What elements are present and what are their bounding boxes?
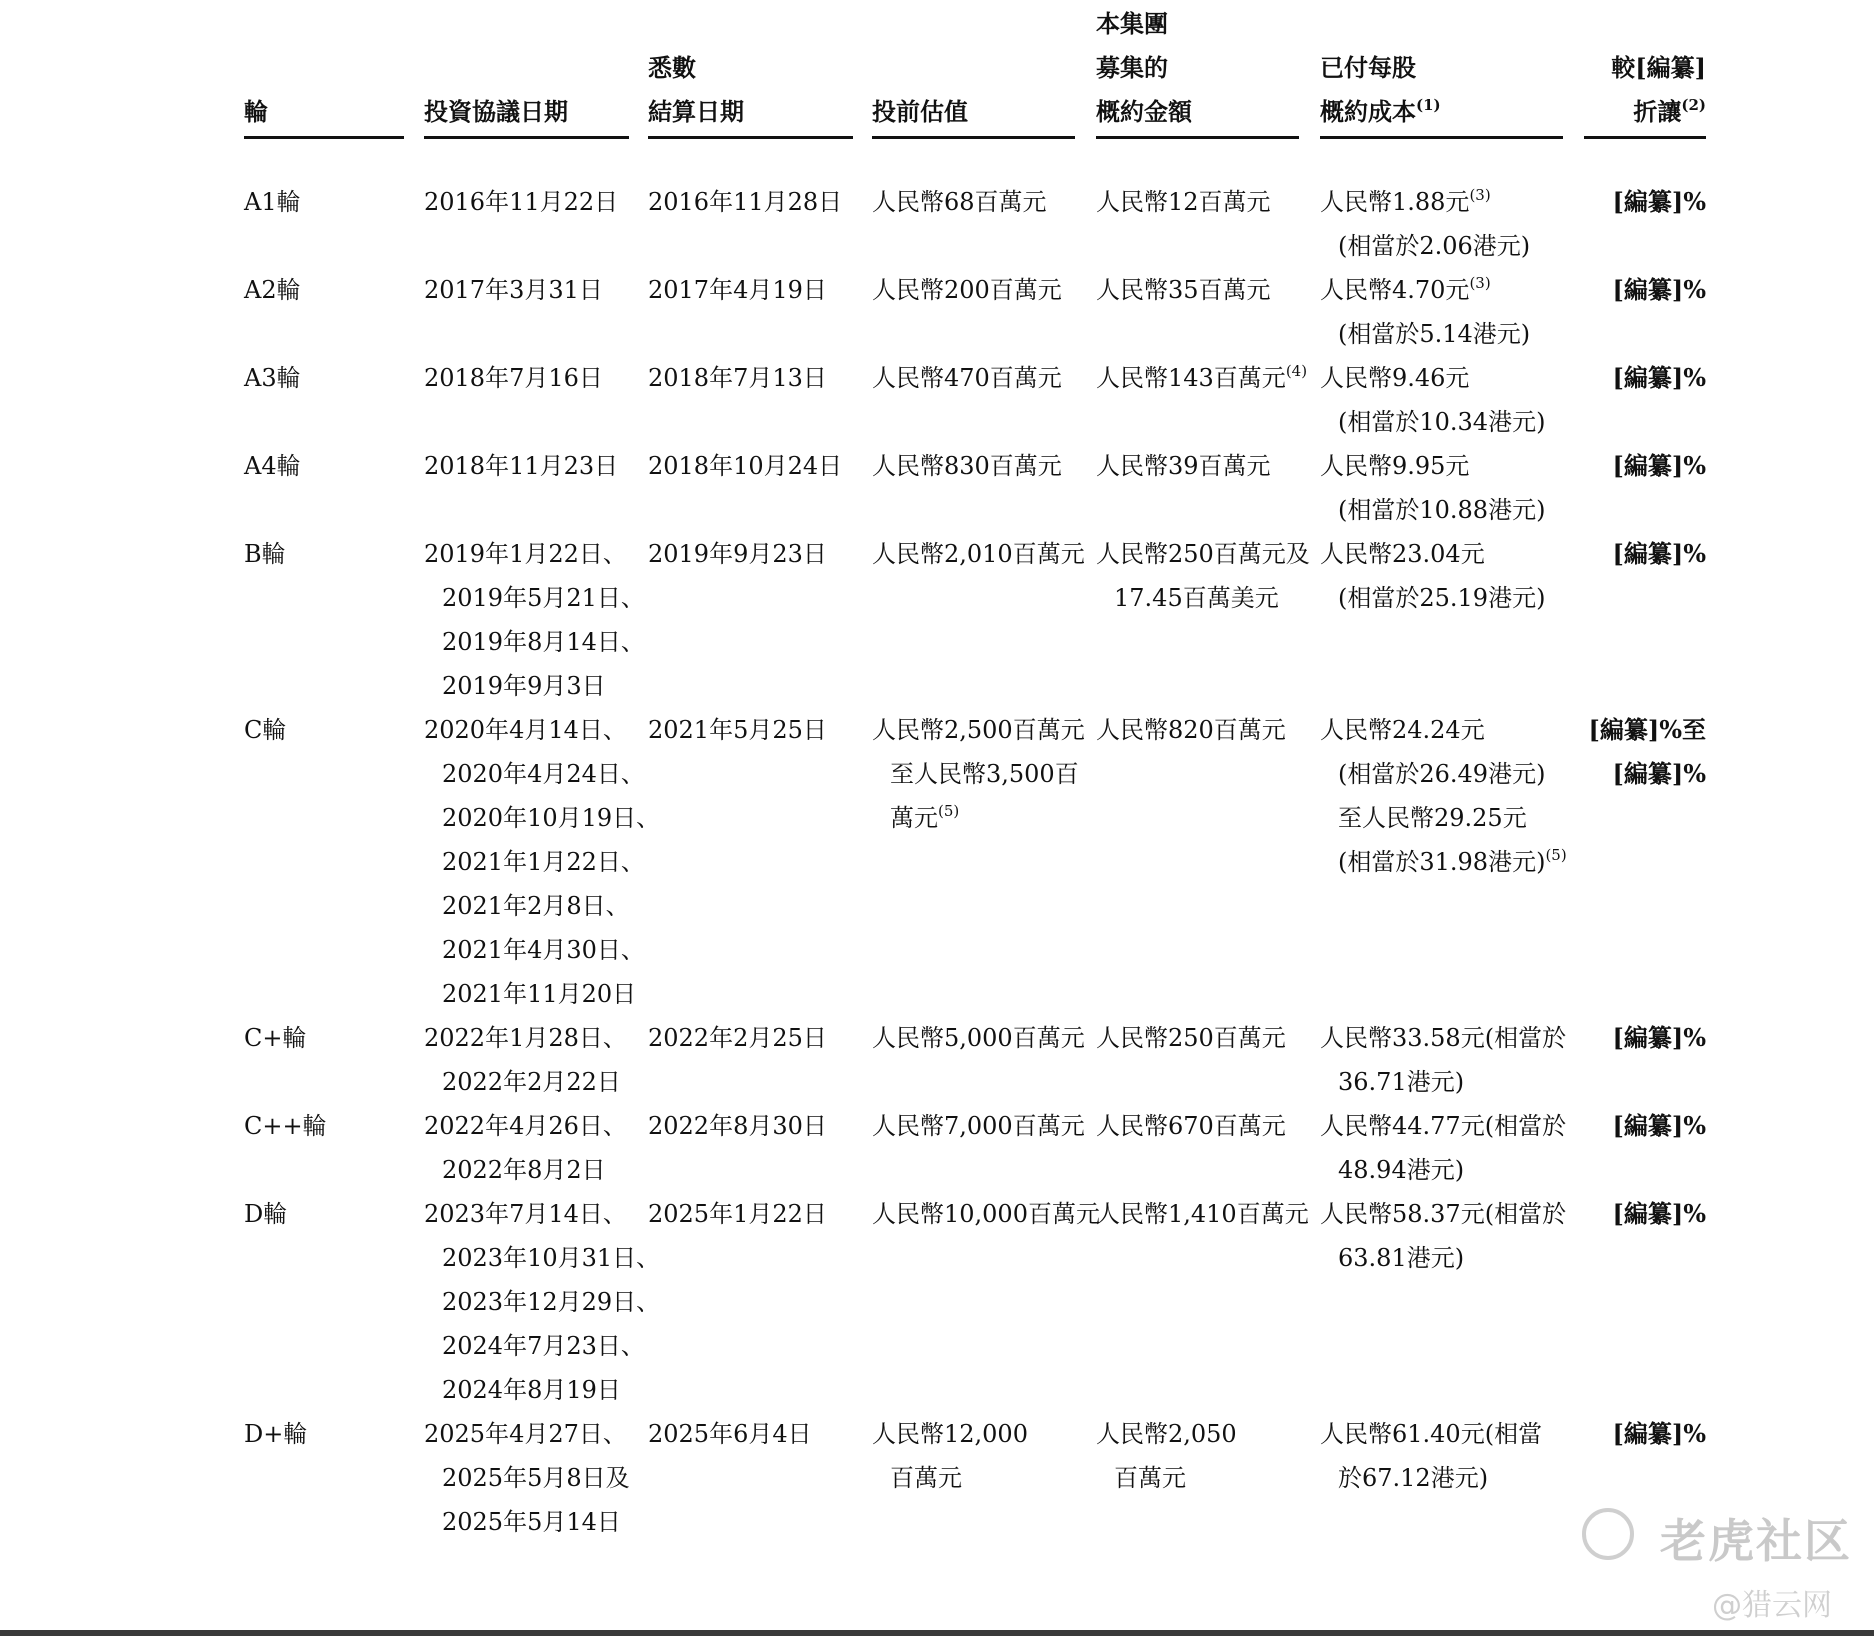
agreement-date-cell: 2022年4月26日、 2022年8月2日 xyxy=(424,1112,627,1184)
watermark-text: 老虎社区 xyxy=(1660,1514,1852,1568)
round-cell: D輪 xyxy=(244,1200,288,1228)
amount-raised-cell: 人民幣250百萬元 xyxy=(1096,1024,1286,1052)
agreement-date-cell: 2018年7月16日 xyxy=(424,364,603,392)
valuation-cell: 人民幣830百萬元 xyxy=(872,452,1062,480)
discount-cell: [編纂]% xyxy=(1612,1419,1706,1448)
agreement-date-cell: 2022年1月28日、 2022年2月22日 xyxy=(424,1024,627,1096)
agreement-date-cell: 2018年11月23日 xyxy=(424,452,619,480)
agreement-date-cell: 2020年4月14日、 2020年4月24日、 2020年10月19日、 2021年1月22日、 2021年2月8日、 2021年4月30日、 2021年11月20日 xyxy=(424,716,661,1008)
amount-raised-cell: 人民幣35百萬元 xyxy=(1096,276,1271,304)
cost-per-share-cell: 人民幣1.88元$^{(3)}$ (相當於2.06港元) xyxy=(1320,186,1531,260)
discount-cell: [編纂]% xyxy=(1612,187,1706,216)
discount-cell: [編纂]% xyxy=(1612,1199,1706,1228)
settlement-date-cell: 2025年1月22日 xyxy=(648,1200,827,1228)
discount-cell: [編纂]% xyxy=(1612,1111,1706,1140)
settlement-date-cell: 2018年10月24日 xyxy=(648,452,843,480)
settlement-date-cell: 2017年4月19日 xyxy=(648,276,827,304)
cost-per-share-cell: 人民幣33.58元(相當於 36.71港元) xyxy=(1320,1024,1567,1096)
header-settlement-date: 悉數 結算日期 xyxy=(648,46,853,139)
bottom-border xyxy=(0,1630,1874,1636)
header-round: 輪 xyxy=(244,90,404,139)
discount-cell: [編纂]% xyxy=(1612,539,1706,568)
round-cell: C++輪 xyxy=(244,1112,327,1140)
agreement-date-cell: 2019年1月22日、 2019年5月21日、 2019年8月14日、 2019年9月3日 xyxy=(424,540,645,700)
cost-per-share-cell: 人民幣4.70元$^{(3)}$ (相當於5.14港元) xyxy=(1320,274,1531,348)
round-cell: A1輪 xyxy=(244,188,301,216)
valuation-cell: 人民幣68百萬元 xyxy=(872,188,1047,216)
cost-per-share-cell: 人民幣9.95元 (相當於10.88港元) xyxy=(1320,452,1546,524)
valuation-cell: 人民幣7,000百萬元 xyxy=(872,1112,1085,1140)
round-cell: A2輪 xyxy=(244,276,301,304)
valuation-cell: 人民幣12,000 百萬元 xyxy=(872,1420,1028,1492)
amount-raised-cell: 人民幣1,410百萬元 xyxy=(1096,1200,1309,1228)
header-pre-money-valuation: 投前估值 xyxy=(872,90,1075,139)
round-cell: B輪 xyxy=(244,540,286,568)
header-amount-raised: 本集團 募集的 概約金額 xyxy=(1096,2,1299,139)
amount-raised-cell: 人民幣39百萬元 xyxy=(1096,452,1271,480)
round-cell: D+輪 xyxy=(244,1420,308,1448)
valuation-cell: 人民幣10,000百萬元 xyxy=(872,1200,1100,1228)
round-cell: A4輪 xyxy=(244,452,301,480)
valuation-cell: 人民幣200百萬元 xyxy=(872,276,1062,304)
header-cost-per-share: 已付每股 概約成本$^{(1)}$ xyxy=(1320,46,1563,139)
settlement-date-cell: 2018年7月13日 xyxy=(648,364,827,392)
amount-raised-cell: 人民幣670百萬元 xyxy=(1096,1112,1286,1140)
settlement-date-cell: 2022年8月30日 xyxy=(648,1112,827,1140)
discount-cell: [編纂]% xyxy=(1612,363,1706,392)
agreement-date-cell: 2025年4月27日、 2025年5月8日及 2025年5月14日 xyxy=(424,1420,630,1536)
valuation-cell: 人民幣2,010百萬元 xyxy=(872,540,1085,568)
round-cell: C輪 xyxy=(244,716,287,744)
valuation-cell: 人民幣5,000百萬元 xyxy=(872,1024,1085,1052)
agreement-date-cell: 2023年7月14日、 2023年10月31日、 2023年12月29日、 2024年7月23日、 2024年8月19日 xyxy=(424,1200,661,1404)
watermark-sub-text: @猎云网 xyxy=(1712,1588,1832,1623)
round-cell: C+輪 xyxy=(244,1024,307,1052)
cost-per-share-cell: 人民幣24.24元 (相當於26.49港元) 至人民幣29.25元 (相當於31.98港元)$^{(5)}$ xyxy=(1320,716,1567,876)
settlement-date-cell: 2022年2月25日 xyxy=(648,1024,827,1052)
amount-raised-cell: 人民幣820百萬元 xyxy=(1096,716,1286,744)
cost-per-share-cell: 人民幣61.40元(相當 於67.12港元) xyxy=(1320,1420,1543,1492)
discount-cell: [編纂]%至 [編纂]% xyxy=(1588,715,1706,788)
amount-raised-cell: 人民幣143百萬元$^{(4)}$ xyxy=(1096,362,1308,392)
settlement-date-cell: 2016年11月28日 xyxy=(648,188,843,216)
cost-per-share-cell: 人民幣44.77元(相當於 48.94港元) xyxy=(1320,1112,1567,1184)
amount-raised-cell: 人民幣12百萬元 xyxy=(1096,188,1271,216)
settlement-date-cell: 2025年6月4日 xyxy=(648,1420,812,1448)
discount-cell: [編纂]% xyxy=(1612,451,1706,480)
cost-per-share-cell: 人民幣23.04元 (相當於25.19港元) xyxy=(1320,540,1546,612)
settlement-date-cell: 2021年5月25日 xyxy=(648,716,827,744)
watermark-logo-icon xyxy=(1582,1508,1634,1560)
discount-cell: [編纂]% xyxy=(1612,275,1706,304)
amount-raised-cell: 人民幣2,050 百萬元 xyxy=(1096,1420,1237,1492)
valuation-cell: 人民幣470百萬元 xyxy=(872,364,1062,392)
settlement-date-cell: 2019年9月23日 xyxy=(648,540,827,568)
cost-per-share-cell: 人民幣58.37元(相當於 63.81港元) xyxy=(1320,1200,1567,1272)
valuation-cell: 人民幣2,500百萬元 至人民幣3,500百 萬元$^{(5)}$ xyxy=(872,716,1085,832)
round-cell: A3輪 xyxy=(244,364,301,392)
discount-cell: [編纂]% xyxy=(1612,1023,1706,1052)
header-discount: 較[編纂] 折讓$^{(2)}$ xyxy=(1584,46,1706,139)
agreement-date-cell: 2016年11月22日 xyxy=(424,188,619,216)
header-agreement-date: 投資協議日期 xyxy=(424,90,629,139)
agreement-date-cell: 2017年3月31日 xyxy=(424,276,603,304)
amount-raised-cell: 人民幣250百萬元及 17.45百萬美元 xyxy=(1096,540,1310,612)
cost-per-share-cell: 人民幣9.46元 (相當於10.34港元) xyxy=(1320,364,1546,436)
